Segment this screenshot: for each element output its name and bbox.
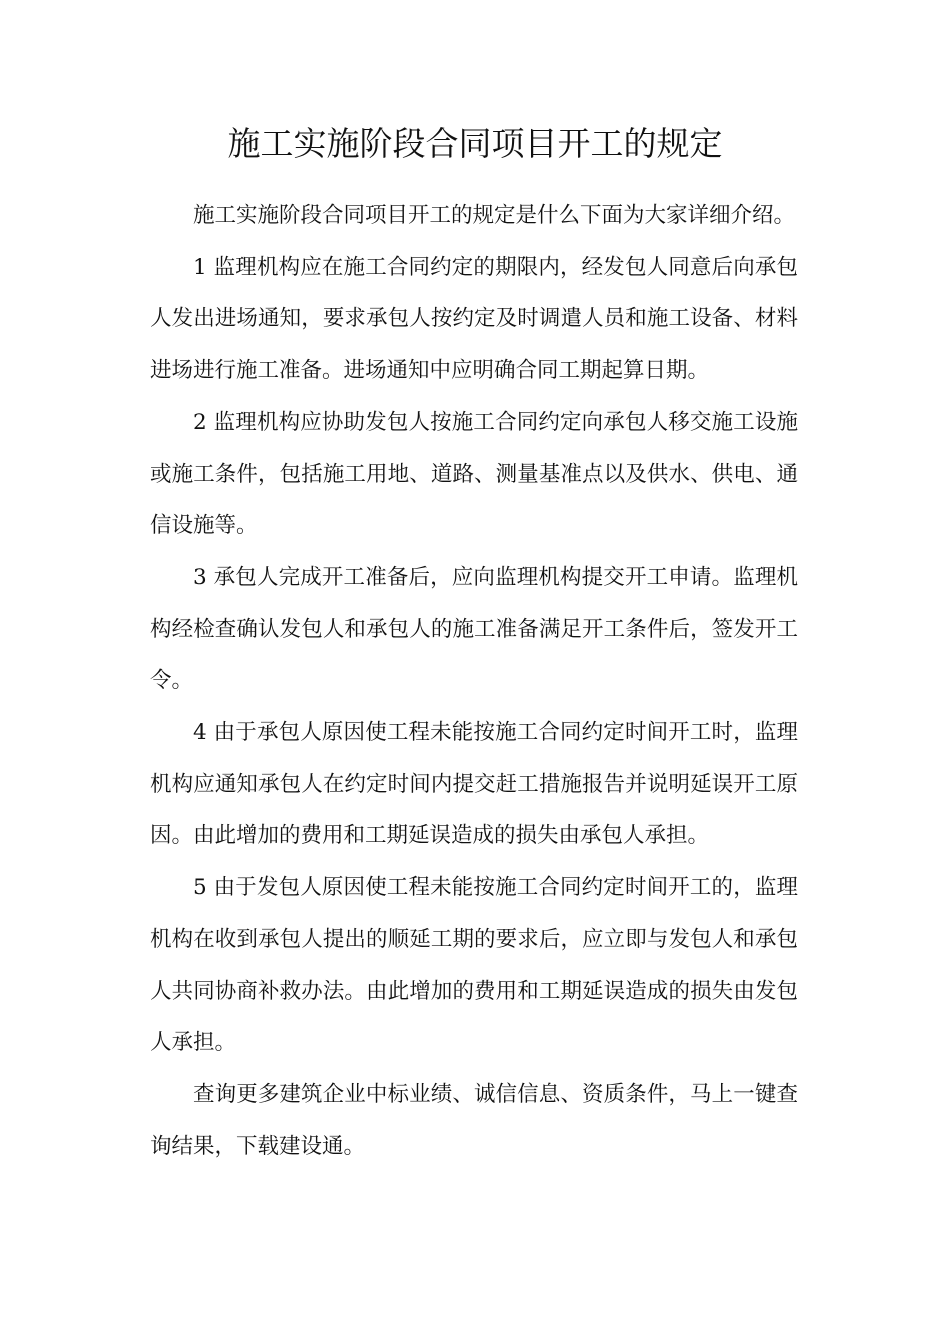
paragraph-3: 3 承包人完成开工准备后，应向监理机构提交开工申请。监理机构经检查确认发包人和承包人的施工准备满足开工条件后，签发开工令。 bbox=[150, 564, 798, 694]
paragraph-4: 4 由于承包人原因使工程未能按施工合同约定时间开工时，监理机构应通知承包人在约定时间内提交赶工措施报告并说明延误开工原因。由此增加的费用和工期延误造成的损失由承包人承担。 bbox=[150, 720, 798, 849]
paragraph-footer-note: 查询更多建筑企业中标业绩、诚信信息、资质条件，马上一键查询结果，下载建设通。 bbox=[150, 1081, 798, 1159]
paragraph-1: 1 监理机构应在施工合同约定的期限内，经发包人同意后向承包人发出进场通知，要求承包人按约定及时调遣人员和施工设备、材料进场进行施工准备。进场通知中应明确合同工期起算日期。 bbox=[150, 254, 798, 384]
document-title: 施工实施阶段合同项目开工的规定 bbox=[227, 124, 723, 163]
paragraph-intro: 施工实施阶段合同项目开工的规定是什么下面为大家详细介绍。 bbox=[193, 203, 796, 228]
paragraph-5: 5 由于发包人原因使工程未能按施工合同约定时间开工的，监理机构在收到承包人提出的顺延工期的要求后，应立即与发包人和承包人共同协商补救办法。由此增加的费用和工期延误造成的损失由发包人承担。 bbox=[150, 875, 798, 1056]
document-body bbox=[150, 190, 798, 1172]
paragraph-2: 2 监理机构应协助发包人按施工合同约定向承包人移交施工设施或施工条件，包括施工用地、道路、测量基准点以及供水、供电、通信设施等。 bbox=[150, 409, 798, 539]
